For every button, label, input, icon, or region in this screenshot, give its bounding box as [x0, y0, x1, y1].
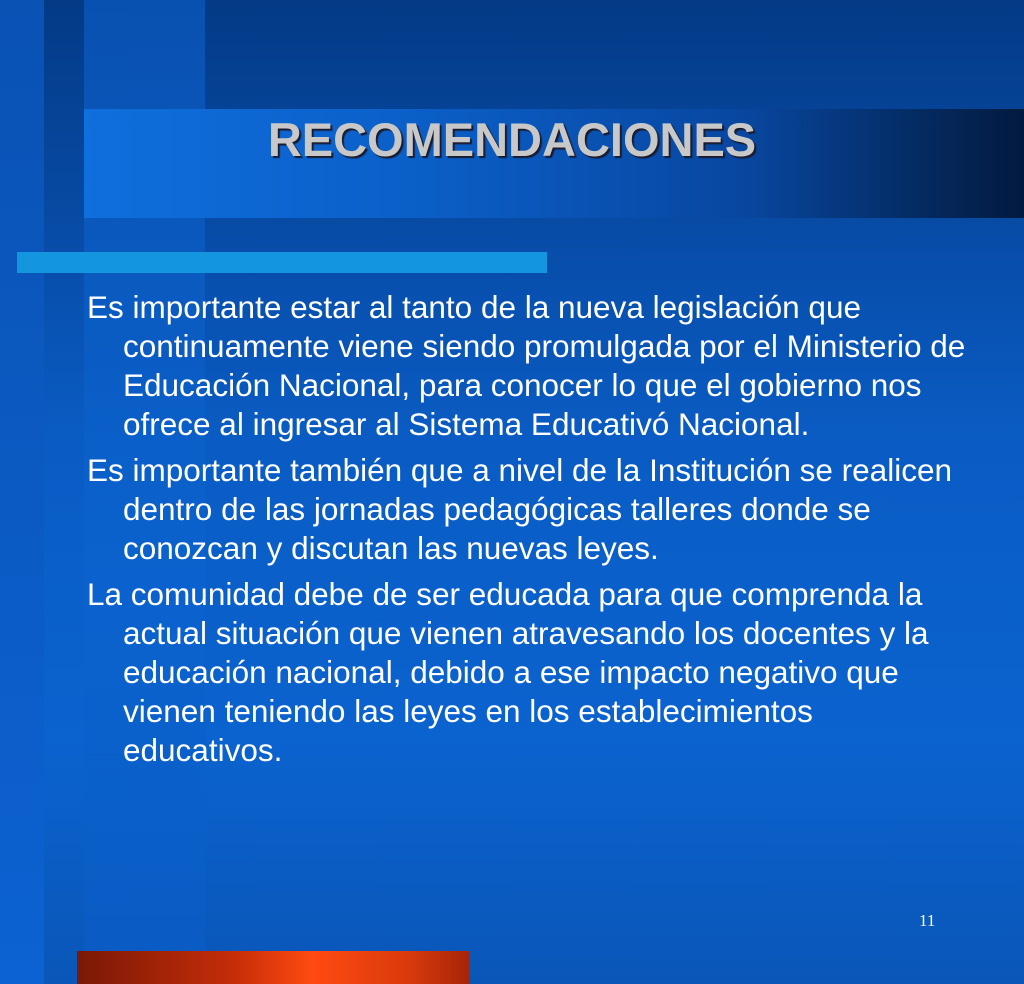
- paragraph-1: Es importante estar al tanto de la nueva legislación que continuamente viene siendo promulgada por el Ministerio de Educación Nacional, para conocer lo que el gobierno nos ofrece al ingresar al Sistema Educativó Nacional.: [87, 289, 966, 442]
- slide-title: RECOMENDACIONES: [267, 113, 757, 166]
- bottom-accent-bar: [77, 951, 469, 984]
- page-number: 11: [919, 911, 936, 930]
- paragraph-3: La comunidad debe de ser educada para que comprenda la actual situación que vienen atravesando los docentes y la educación nacional, debido a ese impacto negativo que vienen teniendo las leyes en los establecimientos educativos.: [87, 576, 929, 768]
- bullet-list: [87, 288, 967, 777]
- accent-bar: [17, 252, 547, 273]
- paragraph-2: Es importante también que a nivel de la Institución se realicen dentro de las jornadas pedagógicas talleres donde se conozcan y discutan las nuevas leyes.: [87, 452, 952, 566]
